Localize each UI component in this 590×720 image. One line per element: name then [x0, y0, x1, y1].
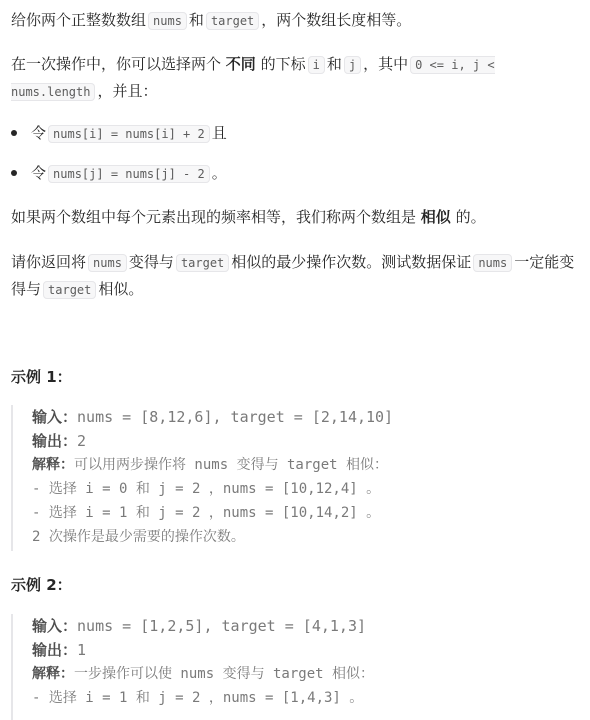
inline-code: target — [206, 12, 259, 30]
output-value: 2 — [77, 432, 87, 450]
output-label: 输出： — [32, 641, 78, 659]
inline-code: 0 <= i, j < nums.length — [11, 58, 495, 99]
output-label: 输出： — [32, 432, 78, 450]
task-text: 请你返回将 — [11, 253, 87, 271]
inline-code: j — [344, 56, 361, 74]
operation-paragraph — [11, 51, 576, 105]
intro-text: 和 — [188, 11, 204, 29]
op-strong: 不同 — [225, 55, 256, 73]
intro-text: 给你两个正整数数组 — [11, 11, 147, 29]
explain-text: 一步操作可以使 nums 变得与 target 相似： — [74, 666, 375, 682]
task-text: 相似的最少操作次数。测试数据保证 — [231, 253, 472, 271]
inline-code: i — [308, 56, 325, 74]
op-text: 的下标 — [260, 55, 306, 73]
explain-label: 解释： — [32, 457, 74, 473]
bullet-item — [31, 120, 227, 147]
example-1-block — [11, 405, 590, 551]
explain-step: - 选择 i = 0 和 j = 2 ，nums = [10,12,4] 。 — [32, 481, 381, 497]
inline-code: target — [176, 254, 229, 272]
bullet-text: 令 — [31, 164, 47, 182]
task-text: 相似。 — [98, 280, 144, 298]
example-2-title: 示例 2： — [11, 576, 72, 594]
input-value: nums = [8,12,6], target = [2,14,10] — [77, 408, 394, 426]
intro-text: ，两个数组长度相等。 — [261, 11, 412, 29]
similar-paragraph — [11, 204, 576, 230]
op-text: ，其中 — [363, 55, 409, 73]
bullet-dot — [11, 130, 17, 136]
inline-code: nums — [473, 254, 512, 272]
input-label: 输入： — [32, 617, 78, 635]
intro-paragraph — [11, 7, 576, 34]
explain-label: 解释： — [32, 666, 74, 682]
task-text: 变得与 — [128, 253, 174, 271]
bullet-item — [31, 160, 227, 187]
bullet-text: 。 — [211, 164, 227, 182]
bullet-text: 且 — [211, 124, 227, 142]
bullet-dot — [11, 170, 17, 176]
example-1-title: 示例 1： — [11, 368, 72, 386]
op-text: 在一次操作中，你可以选择两个 — [11, 55, 222, 73]
inline-code: target — [43, 281, 96, 299]
inline-code: nums[i] = nums[i] + 2 — [48, 125, 210, 143]
op-text: 和 — [326, 55, 342, 73]
inline-code: nums — [148, 12, 187, 30]
input-value: nums = [1,2,5], target = [4,1,3] — [77, 617, 366, 635]
task-paragraph — [11, 249, 576, 303]
input-label: 输入： — [32, 408, 78, 426]
task-text: 一定能变得与 — [11, 253, 575, 298]
inline-code: nums[j] = nums[j] - 2 — [48, 165, 210, 183]
example-2-block — [11, 614, 590, 720]
explain-step: - 选择 i = 1 和 j = 2 ，nums = [10,14,2] 。 — [32, 505, 381, 521]
explain-step: 2 次操作是最少需要的操作次数。 — [32, 529, 245, 545]
explain-step: - 选择 i = 1 和 j = 2 ，nums = [1,4,3] 。 — [32, 690, 364, 706]
similar-strong: 相似 — [420, 208, 451, 226]
similar-text: 的。 — [455, 208, 486, 226]
bullet-text: 令 — [31, 124, 47, 142]
explain-text: 可以用两步操作将 nums 变得与 target 相似： — [74, 457, 389, 473]
similar-text: 如果两个数组中每个元素出现的频率相等，我们称两个数组是 — [11, 208, 417, 226]
op-text: ，并且： — [97, 82, 158, 100]
inline-code: nums — [88, 254, 127, 272]
output-value: 1 — [77, 641, 87, 659]
